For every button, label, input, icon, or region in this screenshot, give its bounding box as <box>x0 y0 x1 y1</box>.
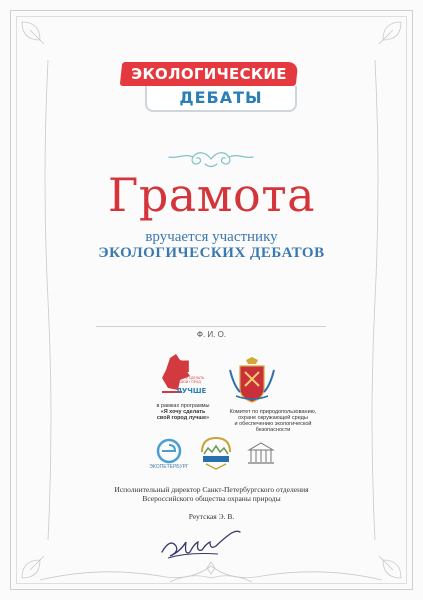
svg-text:СВОЙ ГОРОД: СВОЙ ГОРОД <box>179 380 201 384</box>
caption-line: в рамках программы <box>156 403 210 409</box>
director-title <box>0 485 423 503</box>
caption-line: свой город лучше» <box>156 415 210 421</box>
institution-building-icon <box>246 440 276 466</box>
svg-text:ЛУЧШЕ: ЛУЧШЕ <box>176 387 207 395</box>
svg-text:ХОЧУ СДЕЛАТЬ: ХОЧУ СДЕЛАТЬ <box>179 376 205 380</box>
svg-text:Я: Я <box>178 357 191 376</box>
caption-line: и обеспечению экологической <box>234 421 312 427</box>
caption-line: безопасности <box>255 427 291 433</box>
ecopeterburg-logo-icon <box>150 437 188 467</box>
caption-line: охране окружающей среды <box>238 415 308 421</box>
spb-coat-of-arms-icon <box>228 356 276 404</box>
recipient-name-line <box>96 326 326 327</box>
recipient-label: Ф. И. О. <box>196 330 227 339</box>
bottom-ornament <box>20 556 403 586</box>
swirl-ornament-icon <box>165 148 257 170</box>
subtitle-line2: ЭКОЛОГИЧЕСКИХ ДЕБАТОВ <box>98 245 325 261</box>
logo-blue-band <box>145 86 297 112</box>
director-line1: Исполнительный директор Санкт-Петербургского отделения <box>114 485 309 494</box>
director-line2: Всероссийского общества охраны природы <box>142 494 281 503</box>
logo-line2: ДЕБАТЫ <box>179 88 263 107</box>
ecopeterburg-label: ЭКОПЕТЕРБУРГ <box>149 464 189 470</box>
signer-name: Реутская Э. В. <box>188 512 235 521</box>
certificate-title: Грамота <box>107 168 316 222</box>
right-partner-caption <box>223 409 323 433</box>
left-partner-caption <box>133 403 233 421</box>
award-emblem-icon <box>196 432 236 472</box>
logo-line1: ЭКОЛОГИЧЕСКИЕ <box>131 65 287 83</box>
caption-line: «Я хочу сделать <box>160 409 206 415</box>
eco-debates-logo <box>121 62 297 114</box>
city-better-logo <box>148 352 208 400</box>
subtitle-line1: вручается участнику <box>145 229 278 245</box>
caption-line: Комитет по природопользованию, <box>229 409 317 415</box>
